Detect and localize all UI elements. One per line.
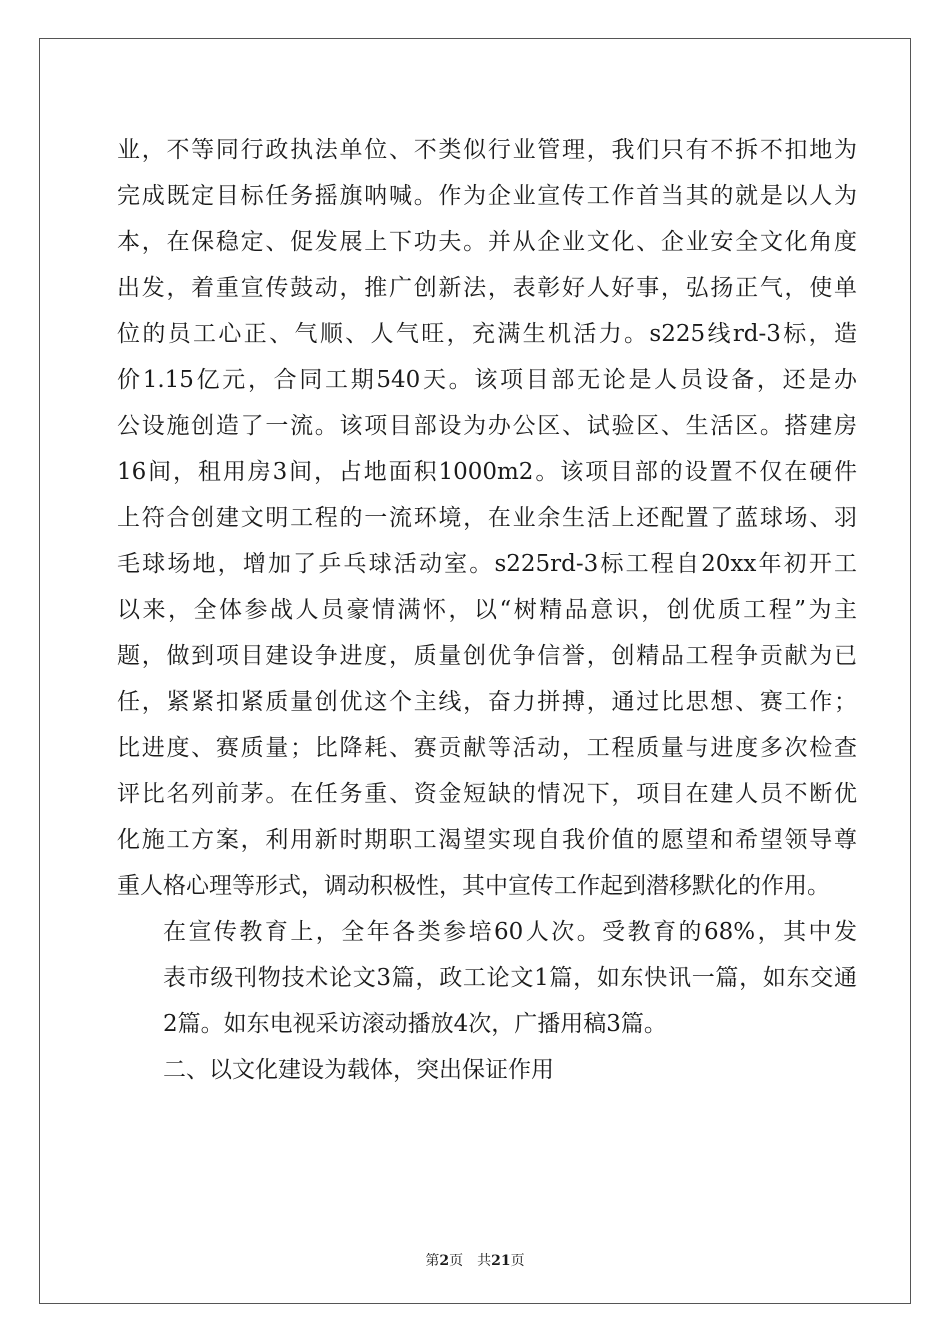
footer-total-suffix: 页 (510, 1253, 525, 1269)
text-line: 业，不等同行政执法单位、不类似行业管理，我们只有不拆不扣地为 (117, 137, 857, 163)
text-line: 任，紧紧扣紧质量创优这个主线，奋力拼搏，通过比思想、赛工作； (117, 689, 857, 715)
text-line: 在宣传教育上，全年各类参培60人次。受教育的68%，其中发 (163, 919, 857, 945)
text-line: 表市级刊物技术论文3篇，政工论文1篇，如东快讯一篇，如东交通 (163, 965, 857, 991)
text-line: 公设施创造了一流。该项目部设为办公区、试验区、生活区。搭建房 (117, 413, 857, 439)
text-line: 重人格心理等形式，调动积极性，其中宣传工作起到潜移默化的作用。 (117, 873, 830, 899)
text-line: 完成既定目标任务摇旗呐喊。作为企业宣传工作首当其的就是以人为 (117, 183, 857, 209)
text-line: 16间，租用房3间，占地面积1000m2。该项目部的设置不仅在硬件 (117, 459, 857, 485)
text-line: 评比名列前茅。在任务重、资金短缺的情况下，项目在建人员不断优 (117, 781, 857, 807)
text-line: 上符合创建文明工程的一流环境，在业余生活上还配置了蓝球场、羽 (117, 505, 857, 531)
paragraph (117, 1047, 857, 1093)
text-line: 化施工方案，利用新时期职工渴望实现自我价值的愿望和希望领导尊 (117, 827, 857, 853)
text-line: 二、以文化建设为载体，突出保证作用 (163, 1057, 554, 1083)
text-line: 出发，着重宣传鼓动，推广创新法，表彰好人好事，弘扬正气，使单 (117, 275, 857, 301)
text-line: 2篇。如东电视采访滚动播放4次，广播用稿3篇。 (163, 1011, 667, 1037)
text-line: 以来，全体参战人员豪情满怀，以“树精品意识，创优质工程”为主 (117, 597, 857, 623)
text-line: 本，在保稳定、促发展上下功夫。并从企业文化、企业安全文化角度 (117, 229, 857, 255)
document-body (117, 127, 857, 1093)
footer-page-number: 2 (439, 1253, 450, 1269)
paragraph (117, 909, 857, 1047)
text-line: 比进度、赛质量；比降耗、赛贡献等活动，工程质量与进度多次检查 (117, 735, 857, 761)
text-line: 位的员工心正、气顺、人气旺，充满生机活力。s225线rd-3标，造 (117, 321, 857, 347)
text-line: 价1.15亿元，合同工期540天。该项目部无论是人员设备，还是办 (117, 367, 857, 393)
paragraph (117, 127, 857, 909)
text-line: 题，做到项目建设争进度，质量创优争信誉，创精品工程争贡献为已 (117, 643, 857, 669)
page-footer (0, 1250, 950, 1270)
footer-page-prefix: 第 (425, 1253, 440, 1269)
text-line: 毛球场地，增加了乒乓球活动室。s225rd-3标工程自20xx年初开工 (117, 551, 857, 577)
footer-page-suffix: 页 (449, 1253, 464, 1269)
footer-total-pages: 21 (491, 1253, 511, 1269)
footer-total-prefix: 共 (477, 1253, 492, 1269)
